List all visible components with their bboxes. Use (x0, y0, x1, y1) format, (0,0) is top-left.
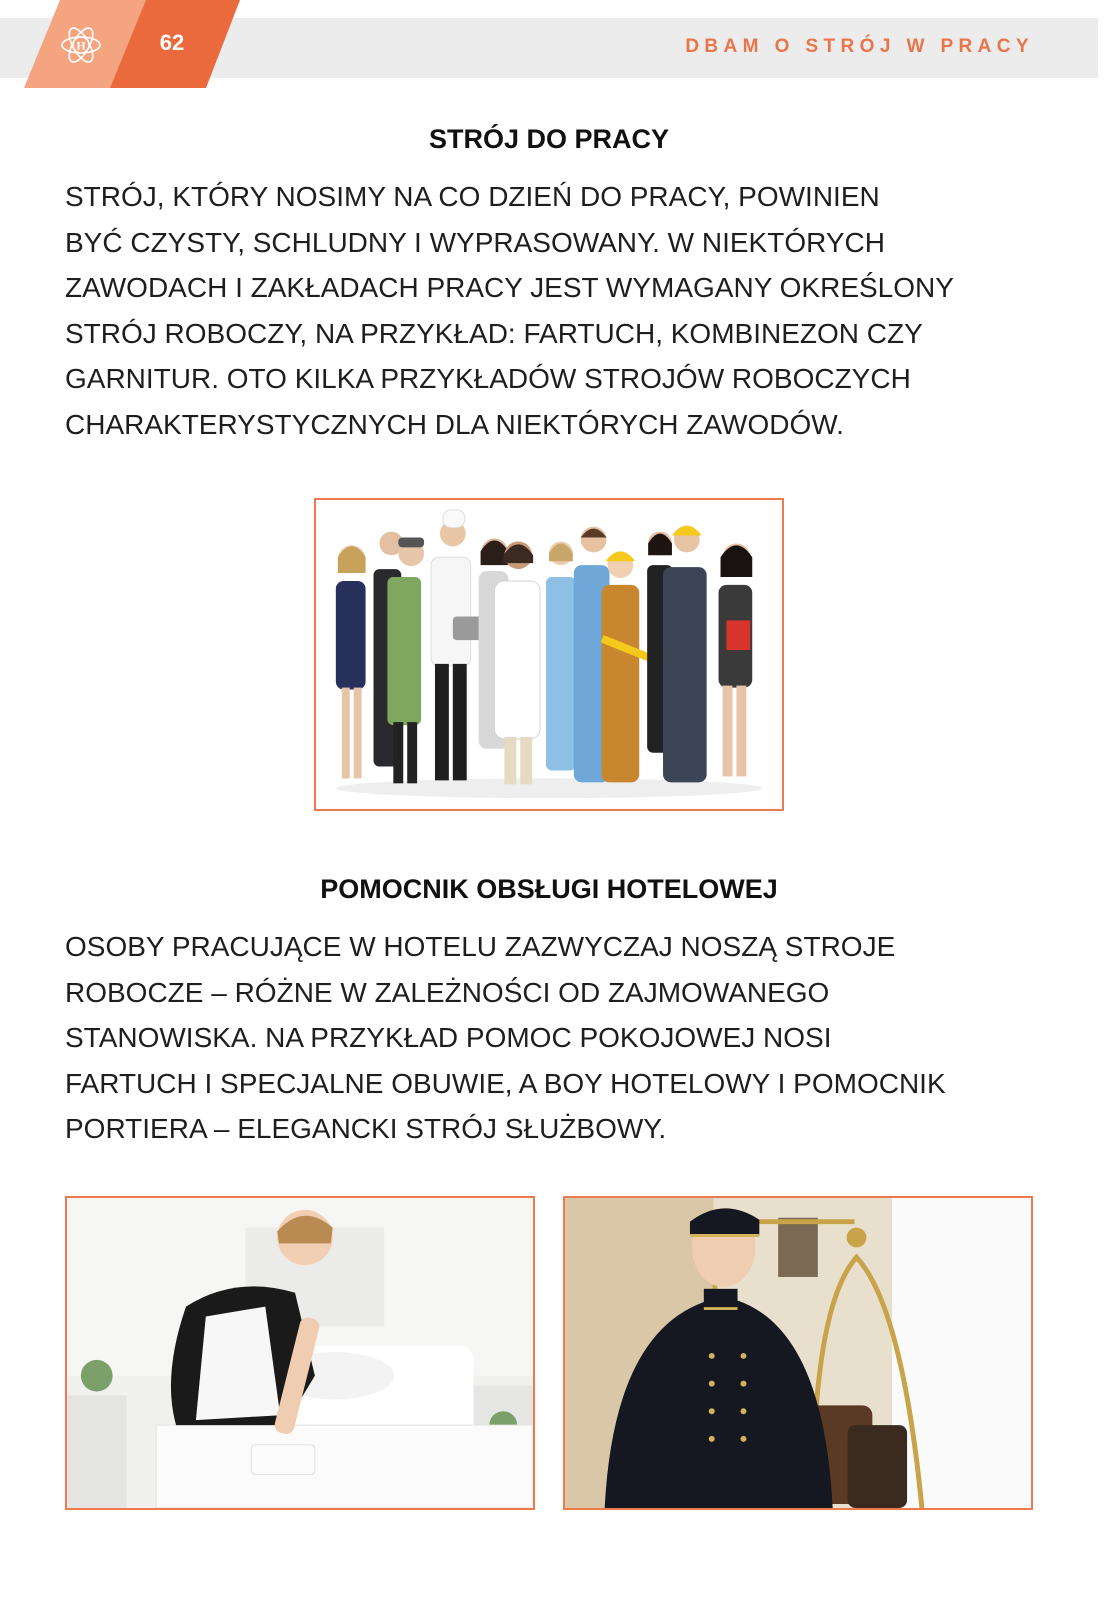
paragraph-line: CHARAKTERYSTYCZNYCH DLA NIEKTÓRYCH ZAWODÓW. (65, 408, 844, 440)
paragraph-line: ROBOCZE – RÓŻNE W ZALEŻNOŚCI OD ZAJMOWANEGO (65, 976, 830, 1008)
paragraph-line: GARNITUR. OTO KILKA PRZYKŁADÓW STROJÓW ROBOCZYCH (65, 363, 911, 394)
paragraph-hotel-staff (65, 924, 1055, 1152)
paragraph-line: STANOWISKA. NA PRZYKŁAD POMOC POKOJOWEJ NOSI (65, 1022, 832, 1053)
paragraph-line: PORTIERA – ELEGANCKI STRÓJ SŁUŻBOWY. (65, 1113, 667, 1144)
paragraph-line: ZAWODACH I ZAKŁADACH PRACY JEST WYMAGANY OKREŚLONY (65, 272, 954, 303)
bellboy-photo (563, 1196, 1033, 1510)
section-heading-work-attire: STRÓJ DO PRACY (428, 124, 670, 154)
paragraph-line: STRÓJ ROBOCZY, NA PRZYKŁAD: FARTUCH, KOMBINEZON CZY (65, 317, 923, 349)
paragraph-line: OSOBY PRACUJĄCE W HOTELU ZAZWYCZAJ NOSZĄ STROJE (65, 931, 896, 962)
page-number: 62 (159, 30, 185, 55)
logo-letter: H (76, 38, 86, 53)
paragraph-line: STRÓJ, KTÓRY NOSIMY NA CO DZIEŃ DO PRACY, POWINIEN (65, 181, 880, 212)
running-title: DBAM O STRÓJ W PRACY (685, 36, 1034, 57)
housekeeper-photo (65, 1196, 535, 1510)
paragraph-work-attire (65, 174, 1055, 447)
workers-group-photo (314, 498, 784, 811)
publisher-logo-icon (60, 24, 102, 66)
paragraph-line: BYĆ CZYSTY, SCHLUDNY I WYPRASOWANY. W NIEKTÓRYCH (65, 226, 885, 258)
section-heading-hotel-staff: POMOCNIK OBSŁUGI HOTELOWEJ (320, 874, 778, 904)
paragraph-line: FARTUCH I SPECJALNE OBUWIE, A BOY HOTELOWY I POMOCNIK (65, 1067, 946, 1099)
